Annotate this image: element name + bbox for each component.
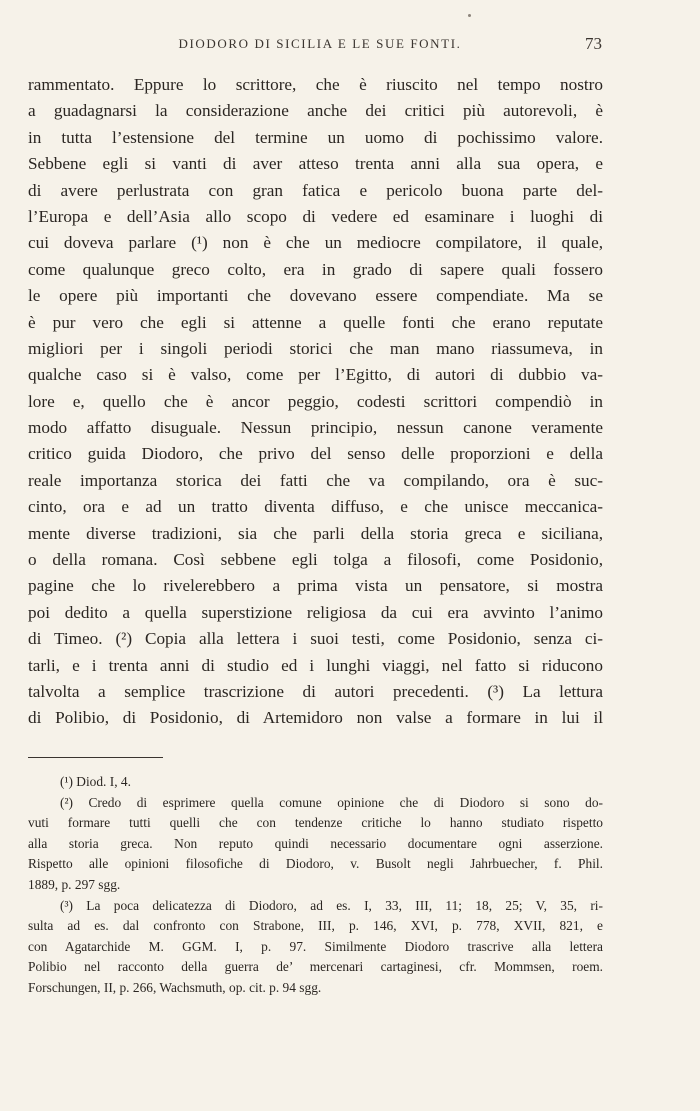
text-line: migliori per i singoli periodi storici che man mano riassumeva, in <box>28 338 603 358</box>
text-line: tarli, e i trenta anni di studio ed i lunghi viaggi, nel fatto si riducono <box>28 655 603 675</box>
footnote-line: Polibio nel racconto della guerra de’ mercenari cartaginesi, cfr. Mommsen, roem. <box>28 959 603 975</box>
text-line: poi dedito a quella superstizione religiosa da cui era avvinto l’animo <box>28 602 603 622</box>
text-line: talvolta a semplice trascrizione di autori precedenti. (³) La lettura <box>28 681 603 701</box>
footnote-line: con Agatarchide M. GGM. I, p. 97. Similmente Diodoro trascrive alla lettera <box>28 938 603 954</box>
text-line: le opere più importanti che dovevano essere compendiate. Ma se <box>28 286 603 306</box>
text-line: Sebbene egli si vanti di aver atteso trenta anni alla sua opera, e <box>28 154 603 174</box>
text-line: reale importanza storica dei fatti che va compilando, ora è suc- <box>28 470 603 490</box>
text-line: critico guida Diodoro, che privo del senso delle proporzioni e della <box>28 444 603 464</box>
footnote-line: 1889, p. 297 sgg. <box>28 876 121 892</box>
text-line: di Polibio, di Posidonio, di Artemidoro non valse a formare in lui il <box>28 708 603 728</box>
text-line: in tutta l’estensione del termine un uomo di pochissimo valore. <box>28 127 603 147</box>
footnote-line: sulta ad es. dal confronto con Strabone, III, p. 146, XVI, p. 778, XVII, 821, e <box>28 918 603 934</box>
footnote-line: (¹) Diod. I, 4. <box>60 774 131 789</box>
text-line: rammentato. Eppure lo scrittore, che è riuscito nel tempo nostro <box>28 75 603 94</box>
text-line: a guadagnarsi la considerazione anche dei critici più autorevoli, è <box>28 101 603 121</box>
text-line: come qualunque greco colto, era in grado di sapere quali fossero <box>28 259 603 279</box>
text-line: di avere perlustrata con gran fatica e pericolo buona parte del- <box>28 180 603 200</box>
running-title: DIODORO DI SICILIA E LE SUE FONTI. <box>178 36 462 51</box>
text-line: qualche caso si è valso, come per l’Egitto, di autori di dubbio va- <box>28 365 603 385</box>
footnote-divider <box>28 757 163 758</box>
footnotes <box>28 772 603 999</box>
footnote-line: (²) Credo di esprimere quella comune opinione che di Diodoro si sono do- <box>60 794 603 810</box>
text-line: o della romana. Così sebbene egli tolga a filosofi, come Posidonio, <box>28 550 603 570</box>
text-line: cui doveva parlare (¹) non è che un mediocre compilatore, il quale, <box>28 233 603 253</box>
text-line: mente diverse tradizioni, sia che parli della storia greca e siciliana, <box>28 523 603 543</box>
footnote-line: Rispetto alle opinioni filosofiche di Diodoro, v. Busolt negli Jahrbuecher, f. Phil. <box>28 856 603 872</box>
text-line: di Timeo. (²) Copia alla lettera i suoi testi, come Posidonio, senza ci- <box>28 629 603 649</box>
footnote-line: alla storia greca. Non reputo quindi necessario documentare ogni asserzione. <box>28 835 603 851</box>
text-line: pagine che lo rivelerebbero a prima vista un pensatore, si mostra <box>28 576 603 596</box>
footnote-line: (³) La poca delicatezza di Diodoro, ad es. I, 33, III, 11; 18, 25; V, 35, ri- <box>60 897 603 913</box>
page-header <box>0 36 700 56</box>
paper-speck <box>468 14 471 17</box>
footnote-line: Forschungen, II, p. 266, Wachsmuth, op. cit. p. 94 sgg. <box>28 979 322 995</box>
footnote-line: vuti formare tutti quelli che con tendenze critiche lo hanno studiato rispetto <box>28 815 603 831</box>
text-line: modo affatto disuguale. Nessun principio, nessun canone veramente <box>28 418 603 438</box>
text-line: l’Europa e dell’Asia allo scopo di vedere ed esaminare i luoghi di <box>28 206 603 226</box>
text-line: lore e, quello che è ancor peggio, codesti scrittori compendiò in <box>28 391 603 411</box>
text-line: è pur vero che egli si attenne a quelle fonti che erano reputate <box>28 312 603 332</box>
page-number: 73 <box>585 34 602 53</box>
text-line: cinto, ora e ad un tratto diventa diffuso, e che unisce meccanica- <box>28 497 603 517</box>
main-text <box>28 72 603 732</box>
